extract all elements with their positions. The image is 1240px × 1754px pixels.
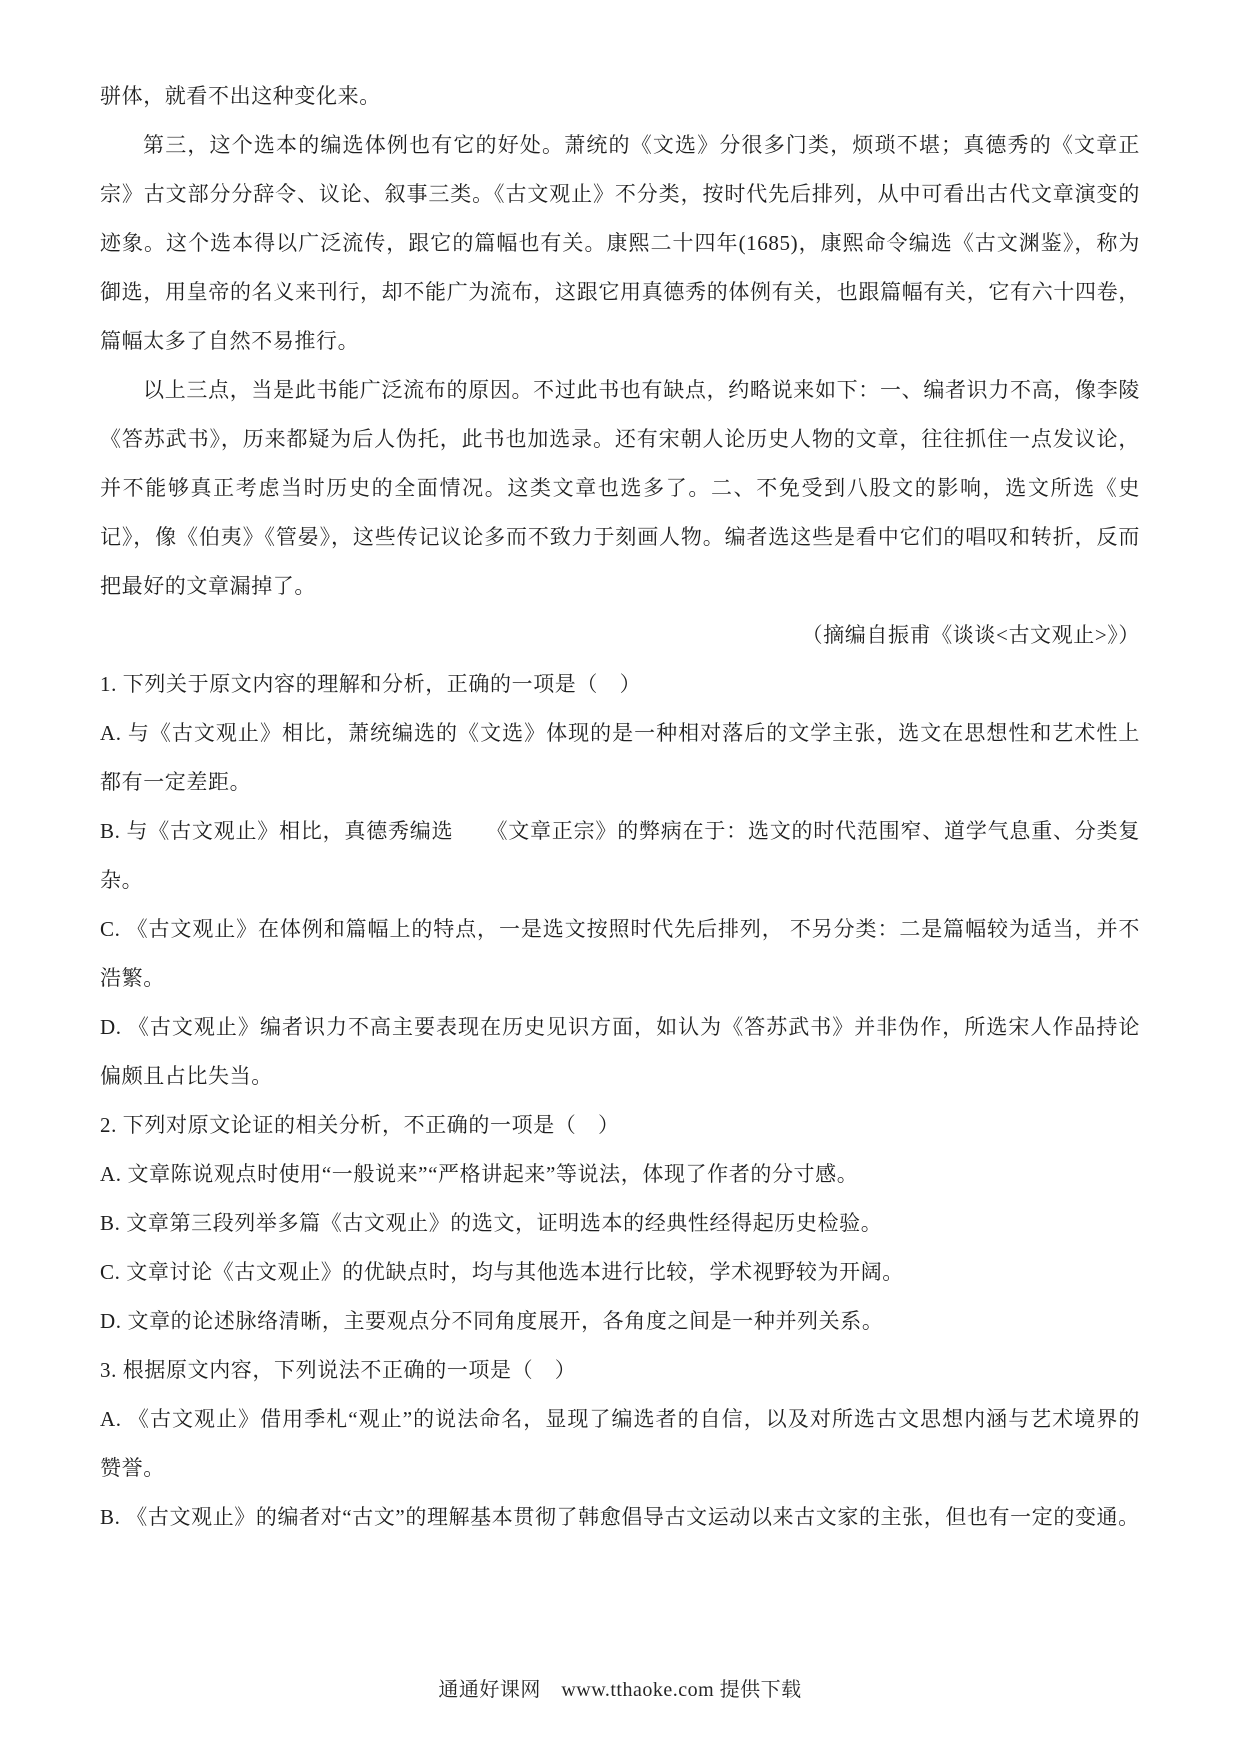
question-1-option-d: D. 《古文观止》编者识力不高主要表现在历史见识方面，如认为《答苏武书》并非伪作，所选宋人作品持论偏颇且占比失当。 (100, 1015, 1140, 1088)
question-3-option-b: B. 《古文观止》的编者对“古文”的理解基本贯彻了韩愈倡导古文运动以来古文家的主张，但也有一定的变通。 (100, 1505, 1140, 1529)
body-paragraph-summary: 以上三点，当是此书能广泛流布的原因。不过此书也有缺点，约略说来如下：一、编者识力不高，像李陵《答苏武书》，历来都疑为后人伪托，此书也加选录。还有宋朝人论历史人物的文章，往往抓住一点发议论，并不能够真正考虑当时历史的全面情况。这类文章也选多了。二、不免受到八股文的影响，选文所选《史记》，像《伯夷》《管晏》，这些传记议论多而不致力于刻画人物。编者选这些是看中它们的唱叹和转折，反而把最好的文章漏掉了。 (100, 378, 1140, 598)
question-2-option-a: A. 文章陈说观点时使用“一般说来”“严格讲起来”等说法，体现了作者的分寸感。 (100, 1162, 859, 1186)
question-2-option-d: D. 文章的论述脉络清晰，主要观点分不同角度展开，各角度之间是一种并列关系。 (100, 1309, 884, 1333)
question-2-option-c: C. 文章讨论《古文观止》的优缺点时，均与其他选本进行比较，学术视野较为开阔。 (100, 1260, 904, 1284)
question-2 (100, 1101, 1140, 1346)
question-3-option-a: A. 《古文观止》借用季札“观止”的说法命名，显现了编选者的自信，以及对所选古文思想内涵与艺术境界的赞誉。 (100, 1407, 1140, 1480)
question-2-option-b: B. 文章第三段列举多篇《古文观止》的选文，证明选本的经典性经得起历史检验。 (100, 1211, 883, 1235)
attribution-line: （摘编自振甫《谈谈<古文观止>》） (801, 623, 1140, 647)
question-1-option-b: B. 与《古文观止》相比，真德秀编选 《文章正宗》的弊病在于：选文的时代范围窄、道学气息重、分类复杂。 (100, 819, 1140, 892)
question-2-stem: 2. 下列对原文论证的相关分析，不正确的一项是（ ） (100, 1113, 620, 1137)
question-1-option-c: C. 《古文观止》在体例和篇幅上的特点，一是选文按照时代先后排列， 不另分类：二是篇幅较为适当，并不浩繁。 (100, 917, 1140, 990)
question-1 (100, 660, 1140, 1101)
question-1-stem: 1. 下列关于原文内容的理解和分析，正确的一项是（ ） (100, 672, 642, 696)
body-paragraph-continuation: 骈体，就看不出这种变化来。 (100, 84, 381, 108)
question-1-option-a: A. 与《古文观止》相比，萧统编选的《文选》体现的是一种相对落后的文学主张，选文在思想性和艺术性上都有一定差距。 (100, 721, 1140, 794)
footer-watermark: 通通好课网 www.tthaoke.com 提供下载 (438, 1679, 802, 1701)
question-3 (100, 1346, 1140, 1542)
body-paragraph-third-point: 第三，这个选本的编选体例也有它的好处。萧统的《文选》分很多门类，烦琐不堪；真德秀的《文章正宗》古文部分分辞令、议论、叙事三类。《古文观止》不分类，按时代先后排列，从中可看出古代文章演变的迹象。这个选本得以广泛流传，跟它的篇幅也有关。康熙二十四年(1685)，康熙命令编选《古文渊鉴》，称为御选，用皇帝的名义来刊行，却不能广为流布，这跟它用真德秀的体例有关，也跟篇幅有关，它有六十四卷，篇幅太多了自然不易推行。 (100, 133, 1140, 353)
question-3-stem: 3. 根据原文内容，下列说法不正确的一项是（ ） (100, 1358, 577, 1382)
